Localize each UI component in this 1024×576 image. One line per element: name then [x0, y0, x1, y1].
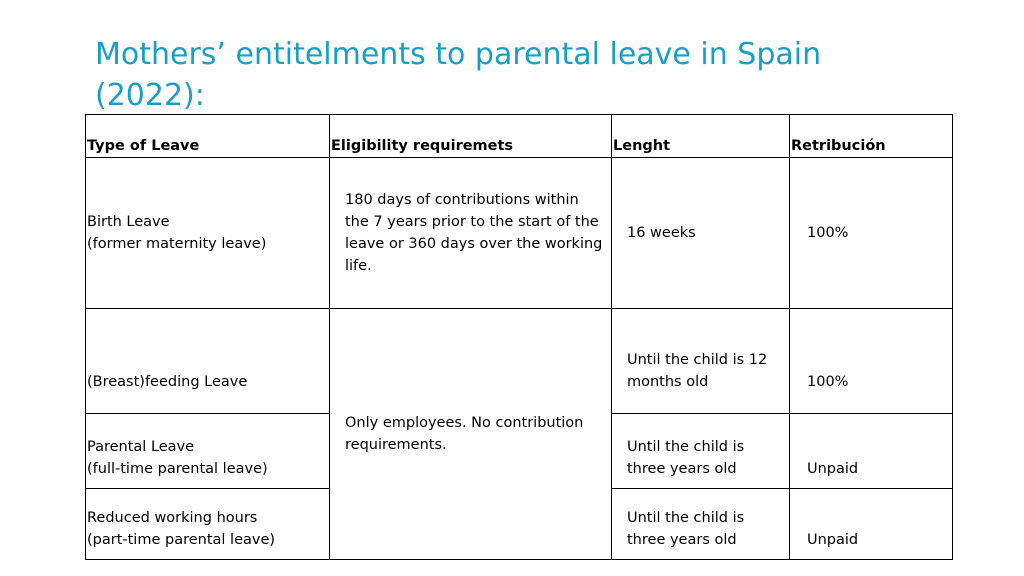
row-length-line-2: three years old: [627, 461, 737, 477]
cell-eligibility: [330, 158, 612, 309]
row-length-line-1: Until the child is: [627, 510, 745, 526]
row-type-line-1: (Breast)feeding Leave: [87, 374, 248, 390]
title-line-2: (2022):: [95, 78, 205, 113]
table-row: [86, 309, 953, 414]
shared-eligibility-text: Only employees. No contribution requirements.: [345, 415, 584, 453]
cell-retribution: [790, 489, 953, 560]
row-length-line-2: months old: [627, 374, 709, 390]
row-length-line-1: Until the child is: [627, 439, 745, 455]
cell-eligibility-shared: [330, 309, 612, 560]
row-retribution-text: 100%: [807, 225, 849, 241]
row-length-text: 16 weeks: [627, 225, 696, 241]
cell-type: [86, 158, 330, 309]
row-type-line-2: (former maternity leave): [87, 236, 267, 252]
cell-type: [86, 414, 330, 489]
cell-type: [86, 489, 330, 560]
cell-type: [86, 309, 330, 414]
cell-length: [612, 489, 790, 560]
row-eligibility-text: 180 days of contributions within the 7 years prior to the start of the leave or 360 days over the working life.: [345, 192, 603, 274]
table-row: [86, 158, 953, 309]
cell-retribution: [790, 309, 953, 414]
cell-length: [612, 309, 790, 414]
row-retribution-text: 100%: [807, 374, 849, 390]
row-length-line-1: Until the child is 12: [627, 352, 768, 368]
header-retribution: Retribución: [790, 115, 953, 158]
header-eligibility: Eligibility requiremets: [330, 115, 612, 158]
cell-length: [612, 158, 790, 309]
parental-leave-table: [85, 114, 953, 560]
row-retribution-text: Unpaid: [807, 532, 859, 548]
row-length-line-2: three years old: [627, 532, 737, 548]
cell-retribution: [790, 158, 953, 309]
header-type-of-leave: Type of Leave: [86, 115, 330, 158]
row-retribution-text: Unpaid: [807, 461, 859, 477]
title-line-1: Mothers’ entitelments to parental leave in Spain: [95, 37, 822, 72]
cell-retribution: [790, 414, 953, 489]
row-type-line-2: (full-time parental leave): [87, 461, 268, 477]
page-title: [95, 34, 975, 116]
row-type-line-2: (part-time parental leave): [87, 532, 276, 548]
table-header-row: [86, 115, 953, 158]
row-type-line-1: Parental Leave: [87, 439, 195, 455]
header-length: Lenght: [612, 115, 790, 158]
cell-length: [612, 414, 790, 489]
row-type-line-1: Reduced working hours: [87, 510, 258, 526]
row-type-line-1: Birth Leave: [87, 214, 170, 230]
